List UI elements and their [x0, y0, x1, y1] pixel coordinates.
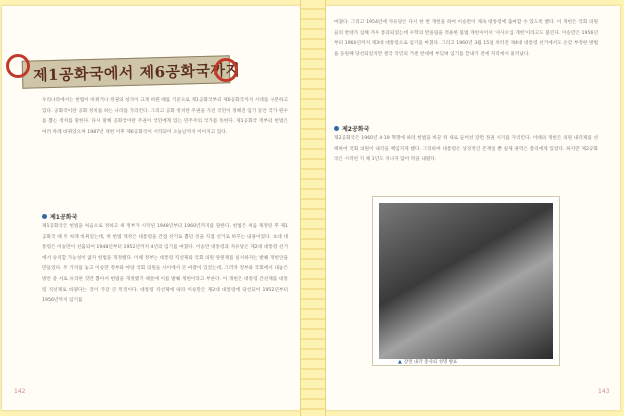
section2-paragraph: 제2공화국은 1960년 4·19 혁명에 따라 헌법을 바꾼 뒤 새로 들어선 장면 정권 시기를 가리킨다. 이때의 개헌은 의원 내각제를 선택하여 국회 의원이 내각을 책임지게 했다. 그리하여 대통령은 상징적인 존재일 뿐 실제 권력은 총리에게 있었다. 하지만 제2공화국은 시작된 지 채 1년도 지나지 않아 막을 내렸다. [334, 136, 598, 163]
section2-title: 제2공화국 [342, 126, 370, 133]
section1-heading [42, 212, 77, 221]
page-number-left: 142 [14, 388, 26, 395]
book-spine [300, 0, 326, 416]
chapter-title-banner [22, 55, 241, 88]
chapter-title: 제1공화국에서 제6공화국까지 [32, 61, 241, 85]
photo-frame [372, 196, 560, 366]
caption-triangle-icon: ▲ [398, 359, 402, 365]
press-photo [379, 203, 553, 359]
right-top-paragraph: 마쳤다. 그리고 1954년에 자유당은 다시 한 번 개헌을 하여 이승만이 계속 대통령에 출마할 수 있도록 했다. 이 개헌은 국회 의원들의 반대가 심해 겨우 통과되었는데 수학의 반올림을 적용한 불법 개헌이어서 '사사오입 개헌'이라고도 불린다. 이승만은 1956년부터 1960년까지 제3대 대통령으로 임기를 마쳤다. 그리고 1960년 3월 15일 치러진 제4대 대통령 선거에서도 온갖 부정한 방법을 동원해 당선되었지만 결국 국민의 거센 반대에 부딪혀 임기를 끝내기 전에 자리에서 물러났다. [334, 20, 598, 57]
photo-caption [398, 359, 457, 365]
photo-caption-text: 장면 내각 총사퇴 성명 발표 [403, 360, 458, 365]
intro-paragraph: 우리나라에서는 헌법이 바뀌거나 정권의 성격이 크게 바뀐 때를 기준으로 제1공화국부터 제6공화국까지 시대를 구분하고 있다. 공화국이란 공화 정치를 하는 나라를 가리킨다. 그리고 공화 정치란 주권을 가진 국민이 정해진 임기 동안 국가 원수를 뽑는 정치를 말한다. 다시 말해 공화국이란 주권이 국민에게 있는 민주주의 국가를 뜻한다. 제1공화국 정부터 헌법은 여러 차례 바뀌었으며 1987년 개헌 이후 제6공화국이 시작되어 오늘날까지 이어지고 있다. [42, 98, 288, 135]
section1-paragraph: 제1공화국은 헌법을 처음으로 정하고 새 정부가 시작된 1948년부터 1960년까지를 말한다. 헌법은 처음 제정된 후 제1공화국 때 두 차례 바뀌었는데, 첫 헌법 개정은 대통령을 간접 선거로 뽑던 것을 직접 선거로 바꾸는 내용이었다. 초대 대통령은 이승만이 선출되어 1948년부터 1952년까지 4년의 임기를 마쳤다. 이승만 대통령과 자유당은 제2대 대통령 선거에서 승리할 가능성이 없자 헌법을 개정했다. 이때 정부는 대통령 직선제와 국회 의원 양원제를 실시하자는 발췌 개헌안을 만들었다. 두 가지를 놓고 이승만 정부와 야당 국회 의원들 사이에서 큰 마찰이 있었는데, 그러자 정부와 국회에서 내놓은 방안 중 서로 유리한 것만 뽑아서 헌법을 개정했기 때문에 이를 발췌 개헌이라고 부른다. 이 개헌은 대통령 간선제를 대통령 직선제로 바꿨다는 것이 가장 큰 특징이다. 대통령 직선제에 따라 이승만은 제2대 대통령에 당선되어 1952년부터 1956년까지 임기를 [42, 224, 288, 304]
page-number-right: 143 [598, 388, 610, 395]
decorative-ring-icon [6, 54, 30, 78]
decorative-ring-icon [214, 58, 238, 82]
section2-heading [334, 124, 369, 133]
section1-title: 제1공화국 [50, 214, 78, 221]
bullet-icon [42, 214, 47, 219]
bullet-icon [334, 126, 339, 131]
